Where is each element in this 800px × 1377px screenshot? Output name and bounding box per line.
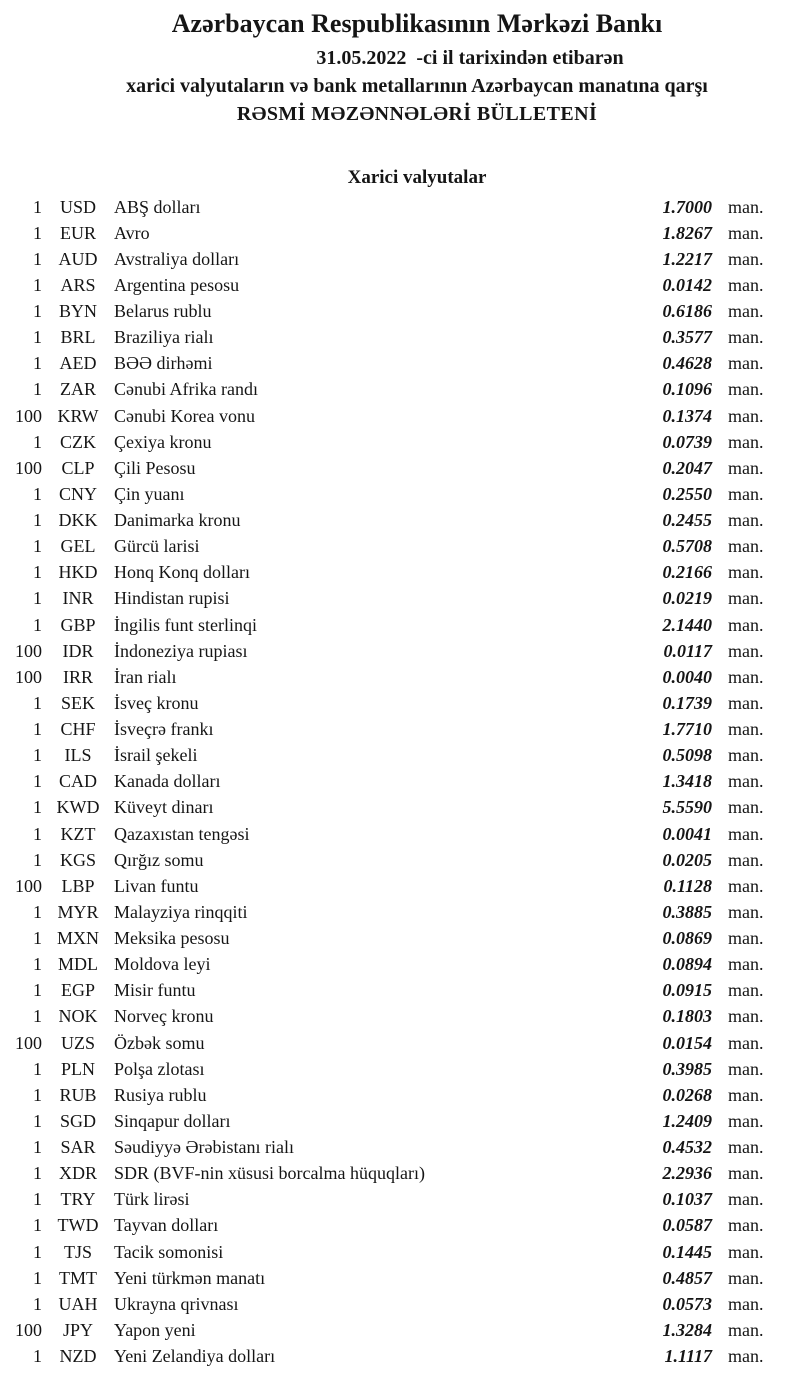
unit-label: man. xyxy=(728,1293,764,1314)
unit-label: man. xyxy=(728,823,764,844)
currency-code: ZAR xyxy=(60,379,96,400)
currency-quantity: 1 xyxy=(33,274,42,295)
bulletin-subtitle: xarici valyutaların və bank metallarının Azərbaycan manatına qarşı xyxy=(126,75,708,97)
unit-label: man. xyxy=(728,980,764,1001)
currency-name: Yeni Zelandiya dolları xyxy=(114,1346,276,1367)
currency-name: Tayvan dolları xyxy=(114,1215,219,1236)
currency-quantity: 1 xyxy=(33,1006,42,1027)
currency-quantity: 1 xyxy=(33,980,42,1001)
currency-name: Çexiya kronu xyxy=(114,431,212,452)
currency-quantity: 100 xyxy=(15,405,42,426)
currency-name: Kanada dolları xyxy=(114,771,221,792)
exchange-rate: 0.2166 xyxy=(662,562,712,583)
table-row xyxy=(0,194,800,220)
unit-label: man. xyxy=(728,536,764,557)
exchange-rate: 0.0739 xyxy=(662,431,712,452)
exchange-rate: 0.0268 xyxy=(662,1084,712,1105)
unit-label: man. xyxy=(728,901,764,922)
exchange-rate: 0.1128 xyxy=(663,875,712,896)
table-row xyxy=(0,1239,800,1265)
table-row xyxy=(0,952,800,978)
currency-quantity: 1 xyxy=(33,536,42,557)
exchange-rate: 0.5708 xyxy=(662,536,712,557)
currency-code: LBP xyxy=(61,875,95,896)
exchange-rate: 0.6186 xyxy=(662,301,712,322)
unit-label: man. xyxy=(728,483,764,504)
currency-code: KZT xyxy=(60,823,96,844)
exchange-rate: 0.2047 xyxy=(662,457,712,478)
currency-name: BƏƏ dirhəmi xyxy=(114,353,213,374)
currency-quantity: 100 xyxy=(15,640,42,661)
table-row xyxy=(0,821,800,847)
unit-label: man. xyxy=(728,327,764,348)
table-row xyxy=(0,455,800,481)
bulletin-name: RƏSMİ MƏZƏNNƏLƏRİ BÜLLETENİ xyxy=(236,103,598,125)
exchange-rate: 0.4532 xyxy=(662,1137,712,1158)
currency-code: ARS xyxy=(60,274,96,295)
currency-code: EGP xyxy=(60,980,95,1001)
currency-quantity: 1 xyxy=(33,1241,42,1262)
currency-quantity: 1 xyxy=(33,1110,42,1131)
currency-name: Səudiyyə Ərəbistanı rialı xyxy=(114,1137,294,1158)
exchange-rate: 0.0894 xyxy=(662,954,712,975)
currency-name: Hindistan rupisi xyxy=(114,588,230,609)
unit-label: man. xyxy=(728,1032,764,1053)
table-row xyxy=(0,351,800,377)
currency-name: Cənubi Afrika randı xyxy=(114,379,258,400)
currency-quantity: 1 xyxy=(33,719,42,740)
currency-name: İndoneziya rupiası xyxy=(114,640,248,661)
currency-quantity: 1 xyxy=(33,849,42,870)
table-row xyxy=(0,873,800,899)
exchange-rate: 0.3577 xyxy=(662,327,712,348)
unit-label: man. xyxy=(728,588,764,609)
table-row xyxy=(0,664,800,690)
currency-name: İran rialı xyxy=(114,666,177,687)
unit-label: man. xyxy=(728,222,764,243)
unit-label: man. xyxy=(728,614,764,635)
unit-label: man. xyxy=(728,1241,764,1262)
unit-label: man. xyxy=(728,666,764,687)
unit-label: man. xyxy=(728,849,764,870)
table-row xyxy=(0,325,800,351)
unit-label: man. xyxy=(728,1346,764,1367)
currency-quantity: 100 xyxy=(15,457,42,478)
section-heading-foreign-currencies: Xarici valyutalar xyxy=(347,167,487,188)
unit-label: man. xyxy=(728,431,764,452)
exchange-rate: 0.1096 xyxy=(662,379,712,400)
currency-name: Rusiya rublu xyxy=(114,1084,207,1105)
currency-code: AED xyxy=(59,353,97,374)
unit-label: man. xyxy=(728,562,764,583)
table-row xyxy=(0,429,800,455)
table-row xyxy=(0,1082,800,1108)
currency-quantity: 1 xyxy=(33,1189,42,1210)
bulletin-header xyxy=(0,0,800,128)
exchange-rate: 0.2455 xyxy=(662,510,712,531)
currency-quantity: 1 xyxy=(33,797,42,818)
table-row xyxy=(0,1344,800,1370)
currency-quantity: 1 xyxy=(33,483,42,504)
currency-quantity: 1 xyxy=(33,1084,42,1105)
currency-name: İsveç kronu xyxy=(114,692,199,713)
exchange-rate: 0.0040 xyxy=(662,666,712,687)
table-row xyxy=(0,246,800,272)
unit-label: man. xyxy=(728,745,764,766)
currency-code: SGD xyxy=(59,1110,96,1131)
unit-label: man. xyxy=(728,719,764,740)
currency-quantity: 1 xyxy=(33,222,42,243)
currency-code: TMT xyxy=(59,1267,97,1288)
currency-name: İngilis funt sterlinqi xyxy=(114,614,257,635)
effective-date-line: 31.05.2022 -ci il tarixindən etibarən xyxy=(316,47,624,69)
exchange-rates-table xyxy=(0,194,800,1370)
exchange-rate: 0.1803 xyxy=(662,1006,712,1027)
currency-quantity: 1 xyxy=(33,1215,42,1236)
unit-label: man. xyxy=(728,353,764,374)
unit-label: man. xyxy=(728,1189,764,1210)
currency-code: HKD xyxy=(58,562,98,583)
currency-code: UZS xyxy=(60,1032,95,1053)
currency-code: KWD xyxy=(56,797,100,818)
currency-name: Danimarka kronu xyxy=(114,510,241,531)
currency-code: AUD xyxy=(58,248,98,269)
unit-label: man. xyxy=(728,274,764,295)
currency-name: Ukrayna qrivnası xyxy=(114,1293,239,1314)
exchange-rate: 0.2550 xyxy=(662,483,712,504)
currency-name: Yeni türkmən manatı xyxy=(114,1267,266,1288)
exchange-rate: 2.1440 xyxy=(662,614,712,635)
exchange-rate: 0.0869 xyxy=(662,928,712,949)
currency-code: KGS xyxy=(59,849,96,870)
currency-name: Özbək somu xyxy=(114,1032,205,1053)
currency-quantity: 1 xyxy=(33,301,42,322)
currency-name: Türk lirəsi xyxy=(114,1189,190,1210)
currency-quantity: 1 xyxy=(33,431,42,452)
unit-label: man. xyxy=(728,1110,764,1131)
exchange-rate: 0.0587 xyxy=(662,1215,712,1236)
unit-label: man. xyxy=(728,1137,764,1158)
currency-code: KRW xyxy=(57,405,99,426)
unit-label: man. xyxy=(728,1267,764,1288)
table-row xyxy=(0,1291,800,1317)
currency-name: İsveçrə frankı xyxy=(114,719,214,740)
currency-name: Qırğız somu xyxy=(114,849,204,870)
table-row xyxy=(0,1161,800,1187)
exchange-rate: 0.3985 xyxy=(662,1058,712,1079)
table-row xyxy=(0,795,800,821)
currency-code: GEL xyxy=(60,536,96,557)
table-row xyxy=(0,899,800,925)
currency-name: Qazaxıstan tengəsi xyxy=(114,823,250,844)
currency-name: SDR (BVF-nin xüsusi borcalma hüquqları) xyxy=(114,1163,425,1184)
exchange-rate: 0.4628 xyxy=(662,353,712,374)
currency-quantity: 100 xyxy=(15,1319,42,1340)
exchange-rate: 1.7000 xyxy=(662,196,712,217)
currency-quantity: 1 xyxy=(33,1267,42,1288)
table-row xyxy=(0,481,800,507)
currency-name: Yapon yeni xyxy=(114,1319,196,1340)
currency-code: JPY xyxy=(62,1319,93,1340)
exchange-rate: 0.0205 xyxy=(662,849,712,870)
unit-label: man. xyxy=(728,457,764,478)
exchange-rate: 0.0142 xyxy=(662,274,712,295)
table-row xyxy=(0,508,800,534)
unit-label: man. xyxy=(728,379,764,400)
table-row xyxy=(0,1187,800,1213)
table-row xyxy=(0,847,800,873)
currency-quantity: 1 xyxy=(33,745,42,766)
table-row xyxy=(0,1213,800,1239)
table-row xyxy=(0,403,800,429)
currency-name: Argentina pesosu xyxy=(114,274,240,295)
unit-label: man. xyxy=(728,797,764,818)
exchange-rate: 0.1739 xyxy=(662,692,712,713)
unit-label: man. xyxy=(728,1215,764,1236)
unit-label: man. xyxy=(728,771,764,792)
exchange-rate: 0.0915 xyxy=(662,980,712,1001)
currency-quantity: 1 xyxy=(33,771,42,792)
currency-name: Çili Pesosu xyxy=(114,457,196,478)
exchange-rate: 0.0154 xyxy=(662,1032,712,1053)
currency-code: TWD xyxy=(57,1215,99,1236)
currency-code: TRY xyxy=(60,1189,96,1210)
exchange-rate: 0.4857 xyxy=(662,1267,712,1288)
currency-name: Tacik somonisi xyxy=(114,1241,224,1262)
exchange-rate: 0.5098 xyxy=(662,745,712,766)
unit-label: man. xyxy=(728,1084,764,1105)
currency-code: DKK xyxy=(58,510,98,531)
currency-quantity: 100 xyxy=(15,875,42,896)
table-row xyxy=(0,612,800,638)
table-row xyxy=(0,299,800,325)
exchange-rate: 1.1117 xyxy=(664,1346,712,1367)
exchange-rate: 2.2936 xyxy=(662,1163,712,1184)
table-row xyxy=(0,1004,800,1030)
table-row xyxy=(0,1265,800,1291)
currency-code: PLN xyxy=(60,1058,95,1079)
table-row xyxy=(0,1317,800,1343)
currency-code: INR xyxy=(62,588,94,609)
unit-label: man. xyxy=(728,248,764,269)
currency-code: ILS xyxy=(64,745,92,766)
currency-quantity: 1 xyxy=(33,248,42,269)
currency-name: Braziliya rialı xyxy=(114,327,214,348)
currency-quantity: 1 xyxy=(33,1058,42,1079)
currency-name: Meksika pesosu xyxy=(114,928,230,949)
exchange-rate: 0.1374 xyxy=(662,405,712,426)
currency-name: Honq Konq dolları xyxy=(114,562,250,583)
currency-quantity: 1 xyxy=(33,1346,42,1367)
currency-quantity: 1 xyxy=(33,823,42,844)
currency-code: NZD xyxy=(59,1346,97,1367)
unit-label: man. xyxy=(728,640,764,661)
exchange-rate: 0.0117 xyxy=(663,640,712,661)
page-title: Azərbaycan Respublikasının Mərkəzi Bankı xyxy=(171,9,663,38)
currency-quantity: 100 xyxy=(15,1032,42,1053)
unit-label: man. xyxy=(728,692,764,713)
exchange-rate: 1.2409 xyxy=(662,1110,712,1131)
unit-label: man. xyxy=(728,875,764,896)
currency-code: UAH xyxy=(58,1293,98,1314)
exchange-rate: 1.3284 xyxy=(662,1319,712,1340)
currency-quantity: 1 xyxy=(33,1137,42,1158)
currency-quantity: 1 xyxy=(33,196,42,217)
unit-label: man. xyxy=(728,196,764,217)
table-row xyxy=(0,978,800,1004)
currency-name: Livan funtu xyxy=(114,875,199,896)
currency-code: EUR xyxy=(60,222,96,243)
table-row xyxy=(0,1135,800,1161)
table-row xyxy=(0,1030,800,1056)
currency-code: CZK xyxy=(60,431,96,452)
currency-code: NOK xyxy=(58,1006,98,1027)
currency-name: Norveç kronu xyxy=(114,1006,214,1027)
currency-code: SEK xyxy=(60,692,95,713)
currency-quantity: 1 xyxy=(33,1293,42,1314)
table-row xyxy=(0,1108,800,1134)
currency-name: Cənubi Korea vonu xyxy=(114,405,255,426)
table-row xyxy=(0,717,800,743)
currency-name: Avro xyxy=(114,222,150,243)
currency-name: Malayziya rinqqiti xyxy=(114,901,248,922)
exchange-rate: 1.2217 xyxy=(662,248,712,269)
currency-code: BRL xyxy=(60,327,96,348)
currency-code: IDR xyxy=(62,640,94,661)
exchange-rate: 1.8267 xyxy=(662,222,712,243)
currency-code: IRR xyxy=(62,666,93,687)
currency-name: Belarus rublu xyxy=(114,301,212,322)
currency-quantity: 1 xyxy=(33,614,42,635)
currency-quantity: 1 xyxy=(33,379,42,400)
unit-label: man. xyxy=(728,301,764,322)
exchange-rate: 0.3885 xyxy=(662,901,712,922)
currency-code: CLP xyxy=(61,457,95,478)
unit-label: man. xyxy=(728,1006,764,1027)
currency-code: TJS xyxy=(63,1241,92,1262)
currency-name: Misir funtu xyxy=(114,980,196,1001)
table-row xyxy=(0,272,800,298)
exchange-rate: 0.0573 xyxy=(662,1293,712,1314)
table-row xyxy=(0,926,800,952)
currency-name: Çin yuanı xyxy=(114,483,185,504)
table-row xyxy=(0,743,800,769)
currency-quantity: 1 xyxy=(33,692,42,713)
currency-quantity: 1 xyxy=(33,928,42,949)
exchange-rate: 0.1445 xyxy=(662,1241,712,1262)
currency-quantity: 1 xyxy=(33,588,42,609)
exchange-rate: 0.1037 xyxy=(662,1189,712,1210)
currency-name: İsrail şekeli xyxy=(114,745,198,766)
table-row xyxy=(0,220,800,246)
unit-label: man. xyxy=(728,954,764,975)
currency-code: CNY xyxy=(58,483,97,504)
currency-code: USD xyxy=(59,196,96,217)
table-row xyxy=(0,1056,800,1082)
currency-code: MDL xyxy=(58,954,98,975)
currency-quantity: 1 xyxy=(33,562,42,583)
table-row xyxy=(0,769,800,795)
table-row xyxy=(0,534,800,560)
exchange-rate: 5.5590 xyxy=(662,797,712,818)
currency-code: CAD xyxy=(58,771,97,792)
exchange-rate: 1.7710 xyxy=(662,719,712,740)
currency-quantity: 1 xyxy=(33,510,42,531)
unit-label: man. xyxy=(728,510,764,531)
currency-quantity: 100 xyxy=(15,666,42,687)
table-row xyxy=(0,690,800,716)
unit-label: man. xyxy=(728,1058,764,1079)
unit-label: man. xyxy=(728,405,764,426)
currency-name: Sinqapur dolları xyxy=(114,1110,231,1131)
currency-name: Küveyt dinarı xyxy=(114,797,214,818)
currency-code: SAR xyxy=(60,1137,96,1158)
currency-quantity: 1 xyxy=(33,954,42,975)
currency-code: MYR xyxy=(57,901,99,922)
currency-name: Avstraliya dolları xyxy=(114,248,240,269)
currency-code: MXN xyxy=(56,928,99,949)
currency-quantity: 1 xyxy=(33,327,42,348)
currency-quantity: 1 xyxy=(33,1163,42,1184)
exchange-rate: 1.3418 xyxy=(662,771,712,792)
currency-quantity: 1 xyxy=(33,353,42,374)
currency-name: Polşa zlotası xyxy=(114,1058,205,1079)
currency-code: BYN xyxy=(58,301,97,322)
table-row xyxy=(0,377,800,403)
unit-label: man. xyxy=(728,1163,764,1184)
currency-quantity: 1 xyxy=(33,901,42,922)
currency-name: ABŞ dolları xyxy=(114,196,201,217)
table-row xyxy=(0,638,800,664)
currency-name: Moldova leyi xyxy=(114,954,211,975)
table-row xyxy=(0,560,800,586)
currency-code: CHF xyxy=(60,719,96,740)
unit-label: man. xyxy=(728,928,764,949)
currency-name: Gürcü larisi xyxy=(114,536,200,557)
table-row xyxy=(0,586,800,612)
unit-label: man. xyxy=(728,1319,764,1340)
currency-code: GBP xyxy=(60,614,96,635)
exchange-rate: 0.0219 xyxy=(662,588,712,609)
exchange-rate: 0.0041 xyxy=(662,823,712,844)
currency-code: XDR xyxy=(58,1163,97,1184)
currency-code: RUB xyxy=(59,1084,97,1105)
